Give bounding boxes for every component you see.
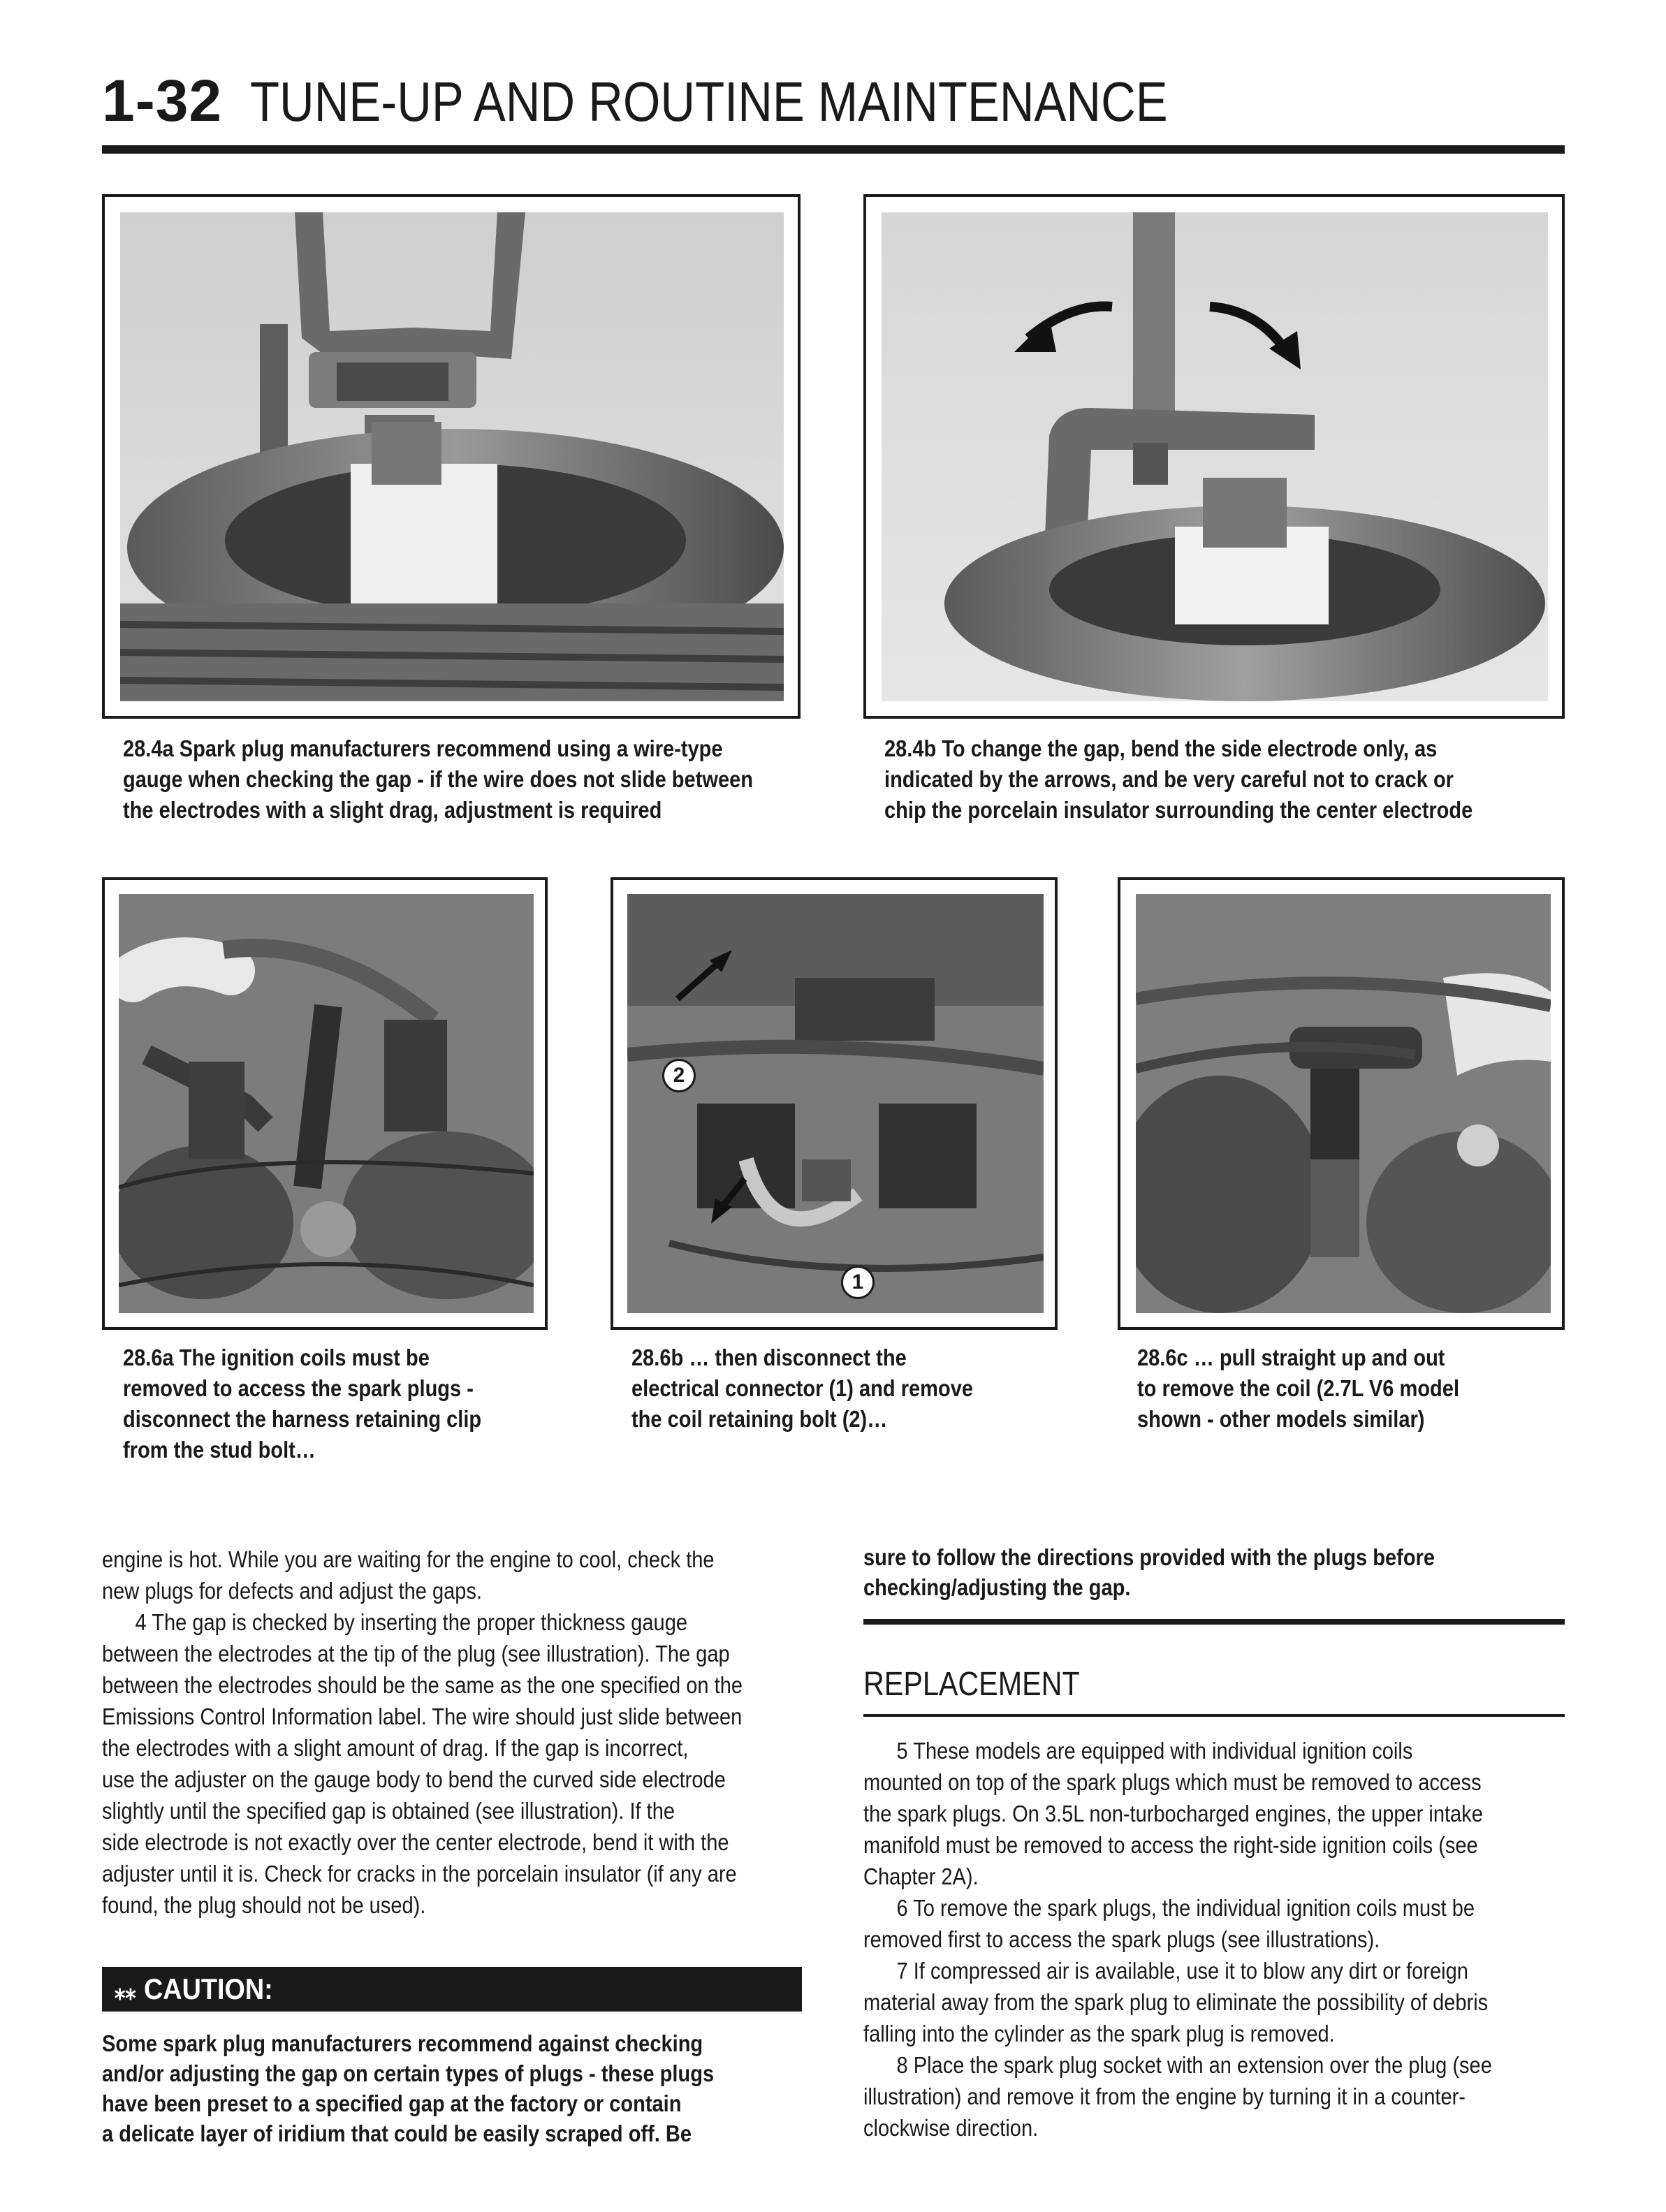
body-line: found, the plug should not be used). <box>102 1892 426 1918</box>
figure-28-4a <box>102 194 801 719</box>
figure-28-6c-caption: 28.6c … pull straight up and out to remove the coil (2.7L V6 model shown - other models similar) <box>1137 1345 1460 1432</box>
figure-28-4b <box>863 194 1565 719</box>
caution-text <box>102 2028 803 2148</box>
caution-line: Some spark plug manufacturers recommend against checking <box>102 2030 703 2056</box>
body-line: Chapter 2A). <box>863 1863 979 1889</box>
body-line: adjuster until it is. Check for cracks in the porcelain insulator (if any are <box>102 1861 737 1887</box>
body-line: 6 To remove the spark plugs, the individual ignition coils must be <box>896 1895 1475 1921</box>
figure-28-4a-caption: 28.4a Spark plug manufacturers recommend using a wire-type gauge when checking the gap - if the wire does not slide between the electrodes with a slight drag, adjustment is required <box>123 735 753 823</box>
body-line: new plugs for defects and adjust the gaps. <box>102 1578 483 1604</box>
page-header <box>102 67 1317 135</box>
body-line: between the electrodes should be the same as the one specified on the <box>102 1672 743 1698</box>
caution-banner <box>102 1967 802 2012</box>
caution-line: and/or adjusting the gap on certain types of plugs - these plugs <box>102 2060 715 2086</box>
section-rule-bottom <box>863 1714 1565 1717</box>
body-line: clockwise direction. <box>863 2115 1039 2141</box>
photo-wire-gauge-gap-check <box>120 212 784 701</box>
body-line: the electrodes with a slight amount of drag. If the gap is incorrect, <box>102 1735 689 1761</box>
photo-pull-coil-out <box>1136 894 1551 1313</box>
caution-continued <box>863 1542 1564 1602</box>
body-line: slightly until the specified gap is obtained (see illustration). If the <box>102 1798 675 1824</box>
body-line: manifold must be removed to access the right-side ignition coils (see <box>863 1832 1478 1858</box>
body-line: 8 Place the spark plug socket with an extension over the plug (see <box>896 2052 1492 2078</box>
body-line: use the adjuster on the gauge body to bend the curved side electrode <box>102 1766 726 1792</box>
figure-28-4b-caption: 28.4b To change the gap, bend the side electrode only, as indicated by the arrows, and be very careful not to crack or chip the porcelain insulator surrounding the center electrode <box>884 735 1473 823</box>
caution-icon: ⁎⁎ <box>115 1978 136 2005</box>
body-line: Emissions Control Information label. The wire should just slide between <box>102 1704 743 1729</box>
caution-line: have been preset to a specified gap at the factory or contain <box>102 2090 682 2116</box>
caution-label: CAUTION: <box>144 1972 273 2005</box>
right-column-body <box>863 1735 1564 2144</box>
photo-harness-retaining-clip <box>119 894 534 1313</box>
body-line: removed first to access the spark plugs (see illustrations). <box>863 1926 1380 1952</box>
caution-line: checking/adjusting the gap. <box>863 1574 1131 1600</box>
body-line: between the electrodes at the tip of the plug (see illustration). The gap <box>102 1641 730 1667</box>
callout-2: 2 <box>662 1059 696 1092</box>
photo-bend-side-electrode <box>882 212 1548 701</box>
body-line: side electrode is not exactly over the center electrode, bend it with the <box>102 1829 729 1855</box>
body-line: 5 These models are equipped with individual ignition coils <box>896 1738 1413 1764</box>
body-line: material away from the spark plug to eliminate the possibility of debris <box>863 1989 1489 2015</box>
caution-line: sure to follow the directions provided with the plugs before <box>863 1544 1435 1570</box>
section-heading-replacement: REPLACEMENT <box>863 1666 1080 1703</box>
section-rule-top <box>863 1619 1565 1625</box>
page-title: TUNE-UP AND ROUTINE MAINTENANCE <box>250 71 1168 133</box>
photo-electrical-connector-and-bolt <box>627 894 1044 1313</box>
body-line: 7 If compressed air is available, use it to blow any dirt or foreign <box>896 1958 1468 1984</box>
caution-line: a delicate layer of iridium that could be easily scraped off. Be <box>102 2121 692 2146</box>
figure-28-6a <box>102 877 548 1330</box>
left-column-body <box>102 1544 803 1921</box>
figure-28-6b-caption: 28.6b … then disconnect the electrical connector (1) and remove the coil retaining bolt (2)… <box>631 1345 974 1432</box>
body-line: the spark plugs. On 3.5L non-turbocharged engines, the upper intake <box>863 1801 1483 1826</box>
body-line: mounted on top of the spark plugs which must be removed to access <box>863 1769 1482 1795</box>
callout-1: 1 <box>841 1266 875 1299</box>
page-number: 1-32 <box>102 68 223 133</box>
body-line: engine is hot. While you are waiting for the engine to cool, check the <box>102 1546 715 1572</box>
body-line: falling into the cylinder as the spark plug is removed. <box>863 2021 1335 2046</box>
figure-28-6a-caption: 28.6a The ignition coils must be removed to access the spark plugs - disconnect the harness retaining clip from the stud bolt… <box>123 1345 482 1463</box>
body-line: 4 The gap is checked by inserting the proper thickness gauge <box>135 1609 688 1635</box>
figure-28-6b <box>611 877 1058 1330</box>
header-rule <box>102 145 1565 154</box>
body-line: illustration) and remove it from the engine by turning it in a counter- <box>863 2083 1466 2109</box>
figure-28-6c <box>1118 877 1565 1330</box>
